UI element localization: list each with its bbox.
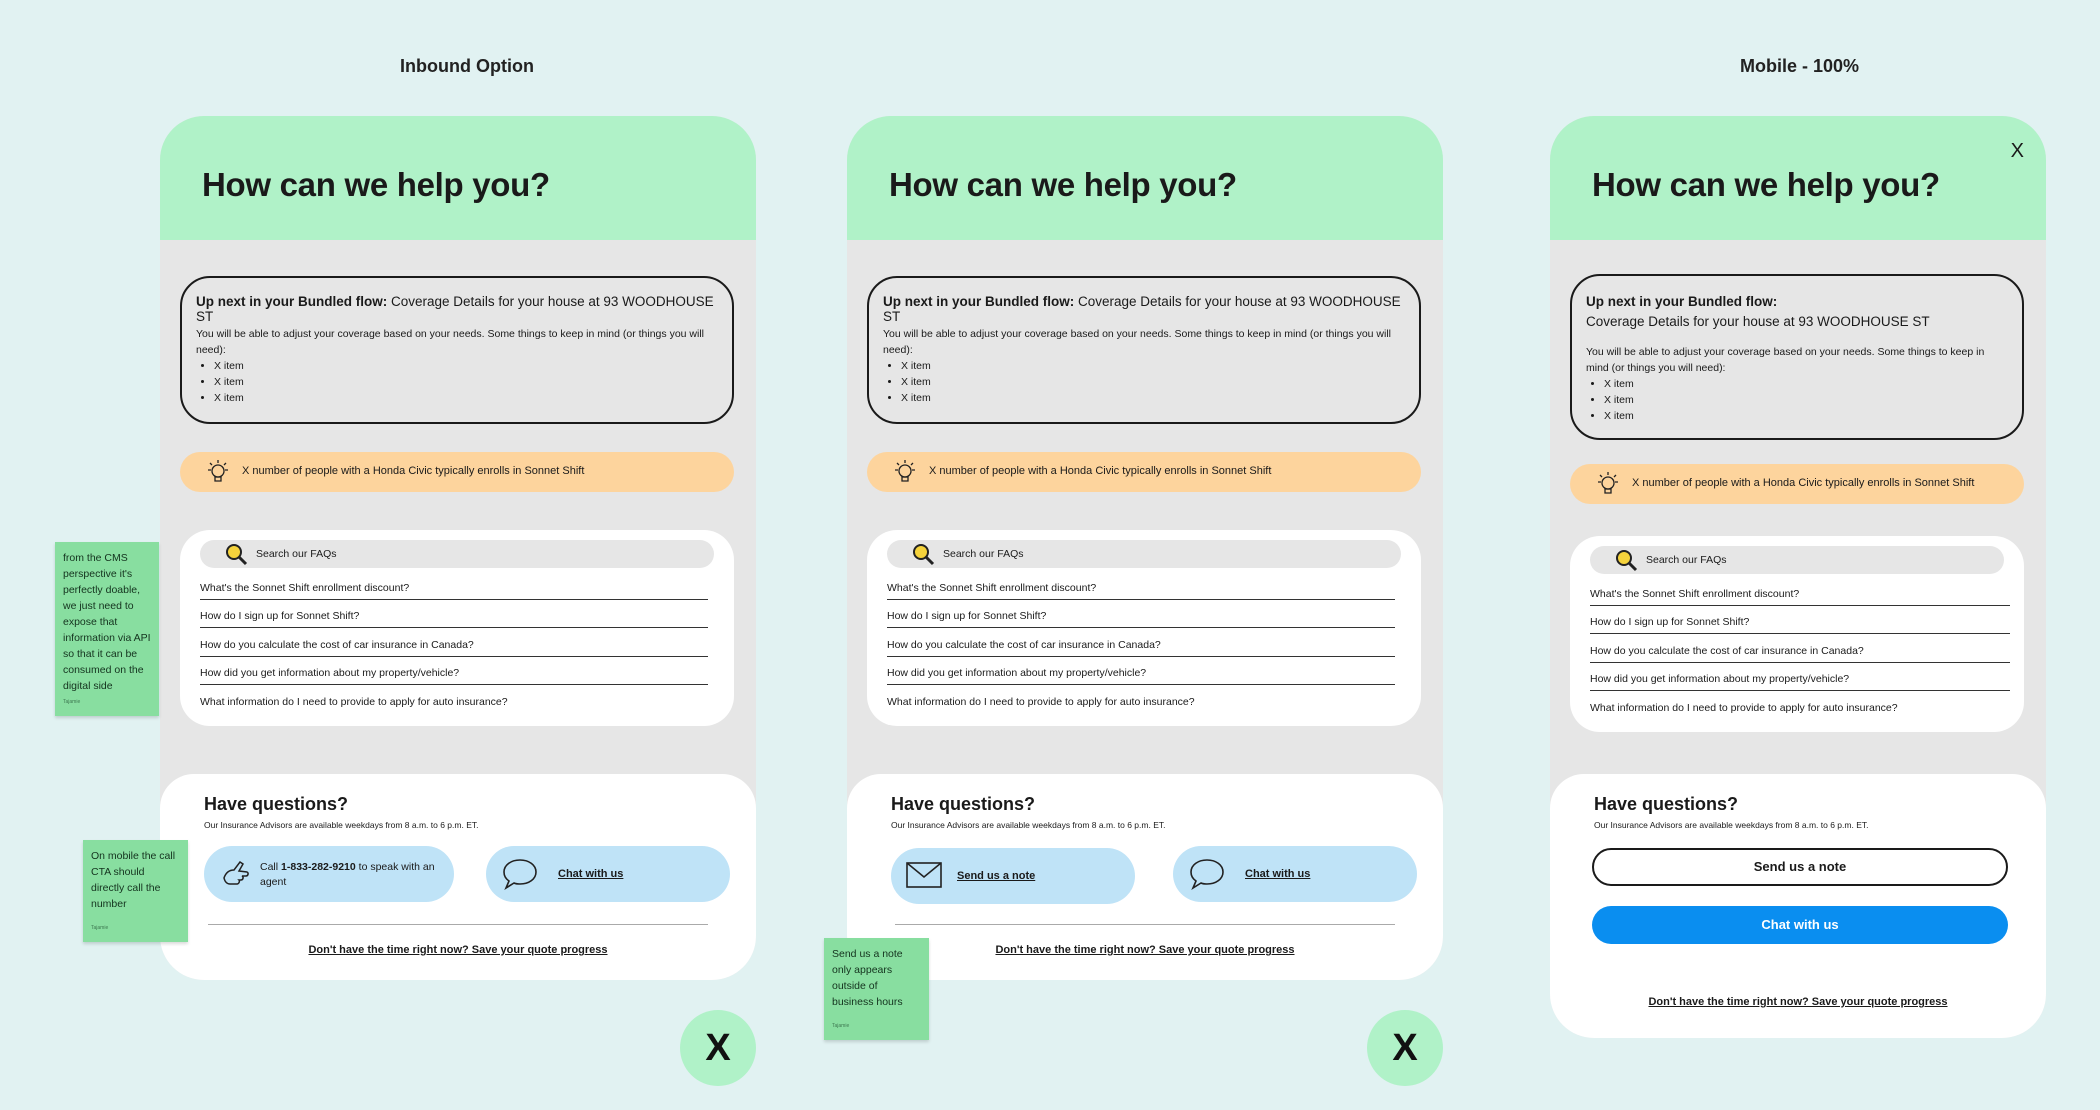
flow-card <box>180 276 734 424</box>
flow-card <box>1570 274 2024 440</box>
list-item: • X item <box>1604 376 2006 392</box>
frame-label-mobile: Mobile - 100% <box>1740 56 1860 76</box>
sticky-note-mobile-call: On mobile the call CTA should directly call the number Tajamie <box>83 840 188 942</box>
tip-banner <box>180 452 734 492</box>
contact-hours: Our Insurance Advisors are available weekdays from 8 a.m. to 6 p.m. ET. <box>891 820 1166 830</box>
panel-inbound-option <box>160 116 756 980</box>
tip-text: X number of people with a Honda Civic typically enrolls in Sonnet Shift <box>1632 477 1975 489</box>
flow-description: You will be able to adjust your coverage based on your needs. Some things to keep in mind (or things you will need): • X item • X item • X item <box>196 326 716 406</box>
sticky-author: Tajamie <box>91 925 109 931</box>
sticky-author: Tajamie <box>63 699 81 705</box>
panel-header <box>1550 116 2046 240</box>
page-title: How can we help you? <box>1592 166 1940 203</box>
faq-search-input[interactable] <box>1590 546 2004 574</box>
flow-description: You will be able to adjust your coverage based on your needs. Some things to keep in mind (or things you will need): • X item • X item • X item <box>1586 344 2006 424</box>
list-item: • X item <box>214 374 716 390</box>
phone-hand-icon <box>218 856 254 897</box>
chat-button[interactable] <box>486 846 730 902</box>
search-placeholder: Search our FAQs <box>943 548 1024 560</box>
page-title: How can we help you? <box>889 166 1237 203</box>
panel-header <box>160 116 756 240</box>
lightbulb-icon <box>204 458 232 491</box>
contact-title: Have questions? <box>204 794 349 814</box>
save-progress-link[interactable]: Don't have the time right now? Save your quote progress <box>1648 996 1948 1008</box>
faq-question[interactable]: How do you calculate the cost of car insurance in Canada? <box>1590 645 2010 663</box>
faq-question[interactable]: What's the Sonnet Shift enrollment discount? <box>200 582 708 600</box>
call-label: Call 1-833-282-9210 to speak with an agent <box>260 861 435 888</box>
list-item: • X item <box>1604 408 2006 424</box>
faq-question[interactable]: How did you get information about my property/vehicle? <box>887 667 1395 685</box>
faq-search-input[interactable] <box>887 540 1401 568</box>
list-item: • X item <box>901 390 1403 406</box>
search-placeholder: Search our FAQs <box>256 548 337 560</box>
faq-question[interactable]: How did you get information about my property/vehicle? <box>200 667 708 685</box>
faq-section <box>867 530 1421 726</box>
speech-bubble-icon <box>1187 856 1227 897</box>
list-item: • X item <box>214 358 716 374</box>
save-progress-link[interactable]: Don't have the time right now? Save your quote progress <box>308 944 608 956</box>
faq-section <box>1570 536 2024 732</box>
list-item: • X item <box>901 358 1403 374</box>
faq-question[interactable]: How do you calculate the cost of car insurance in Canada? <box>887 639 1395 657</box>
contact-section <box>847 774 1443 980</box>
list-item: • X item <box>214 390 716 406</box>
tip-banner <box>867 452 1421 492</box>
tip-text: X number of people with a Honda Civic typically enrolls in Sonnet Shift <box>929 465 1272 477</box>
contact-title: Have questions? <box>891 794 1036 814</box>
chat-button[interactable] <box>1173 846 1417 902</box>
page-title: How can we help you? <box>202 166 550 203</box>
reject-mark-after-hours: X <box>1367 1010 1443 1086</box>
faq-question[interactable]: What information do I need to provide to apply for auto insurance? <box>887 696 1195 708</box>
panel-mobile <box>1550 116 2046 1038</box>
contact-title: Have questions? <box>1594 794 1739 814</box>
faq-question[interactable]: How did you get information about my property/vehicle? <box>1590 673 2010 691</box>
send-note-button[interactable]: Send us a note <box>1592 848 2008 886</box>
flow-title: Up next in your Bundled flow: Coverage Details for your house at 93 WOODHOUSE ST <box>196 294 714 324</box>
faq-section <box>180 530 734 726</box>
sticky-author: Tajamie <box>832 1023 850 1029</box>
speech-bubble-icon <box>500 856 540 897</box>
faq-search-input[interactable] <box>200 540 714 568</box>
search-icon <box>1614 548 1638 577</box>
frame-label-inbound: Inbound Option <box>400 56 534 76</box>
send-note-label: Send us a note <box>957 870 1036 882</box>
faq-question[interactable]: How do I sign up for Sonnet Shift? <box>887 610 1395 628</box>
faq-question[interactable]: What information do I need to provide to apply for auto insurance? <box>200 696 508 708</box>
flow-title: Up next in your Bundled flow: Coverage Details for your house at 93 WOODHOUSE ST <box>883 294 1401 324</box>
contact-hours: Our Insurance Advisors are available weekdays from 8 a.m. to 6 p.m. ET. <box>1594 820 1869 830</box>
flow-card <box>867 276 1421 424</box>
flow-description: You will be able to adjust your coverage based on your needs. Some things to keep in mind (or things you will need): • X item • X item • X item <box>883 326 1403 406</box>
contact-hours: Our Insurance Advisors are available weekdays from 8 a.m. to 6 p.m. ET. <box>204 820 479 830</box>
sticky-note-send-note: Send us a note only appears outside of business hours Tajamie <box>824 938 929 1040</box>
faq-question[interactable]: How do you calculate the cost of car insurance in Canada? <box>200 639 708 657</box>
panel-inbound-after-hours <box>847 116 1443 980</box>
lightbulb-icon <box>891 458 919 491</box>
chat-label: Chat with us <box>1245 868 1311 880</box>
tip-text: X number of people with a Honda Civic typically enrolls in Sonnet Shift <box>242 465 585 477</box>
chat-button[interactable]: Chat with us <box>1592 906 2008 944</box>
search-placeholder: Search our FAQs <box>1646 554 1727 566</box>
flow-title: Up next in your Bundled flow: Coverage Details for your house at 93 WOODHOUSE ST <box>1586 294 1930 329</box>
contact-section <box>1550 774 2046 1038</box>
search-icon <box>224 542 248 571</box>
panel-header <box>847 116 1443 240</box>
faq-question[interactable]: What's the Sonnet Shift enrollment discount? <box>887 582 1395 600</box>
faq-question[interactable]: How do I sign up for Sonnet Shift? <box>1590 616 2010 634</box>
faq-question[interactable]: What information do I need to provide to apply for auto insurance? <box>1590 702 1898 714</box>
faq-question[interactable]: What's the Sonnet Shift enrollment discount? <box>1590 588 2010 606</box>
save-progress-link[interactable]: Don't have the time right now? Save your quote progress <box>995 944 1295 956</box>
call-button[interactable] <box>204 846 454 902</box>
contact-section <box>160 774 756 980</box>
close-icon[interactable]: X <box>2010 140 2024 162</box>
send-note-button[interactable] <box>891 848 1135 904</box>
reject-mark-inbound: X <box>680 1010 756 1086</box>
list-item: • X item <box>901 374 1403 390</box>
sticky-note-cms: from the CMS perspective it's perfectly doable, we just need to expose that information via API so that it can be consumed on the digital side Tajamie <box>55 542 159 716</box>
divider <box>895 924 1395 925</box>
envelope-icon <box>905 858 943 897</box>
chat-label: Chat with us <box>558 868 624 880</box>
search-icon <box>911 542 935 571</box>
lightbulb-icon <box>1594 470 1622 503</box>
divider <box>208 924 708 925</box>
list-item: • X item <box>1604 392 2006 408</box>
tip-banner <box>1570 464 2024 504</box>
faq-question[interactable]: How do I sign up for Sonnet Shift? <box>200 610 708 628</box>
